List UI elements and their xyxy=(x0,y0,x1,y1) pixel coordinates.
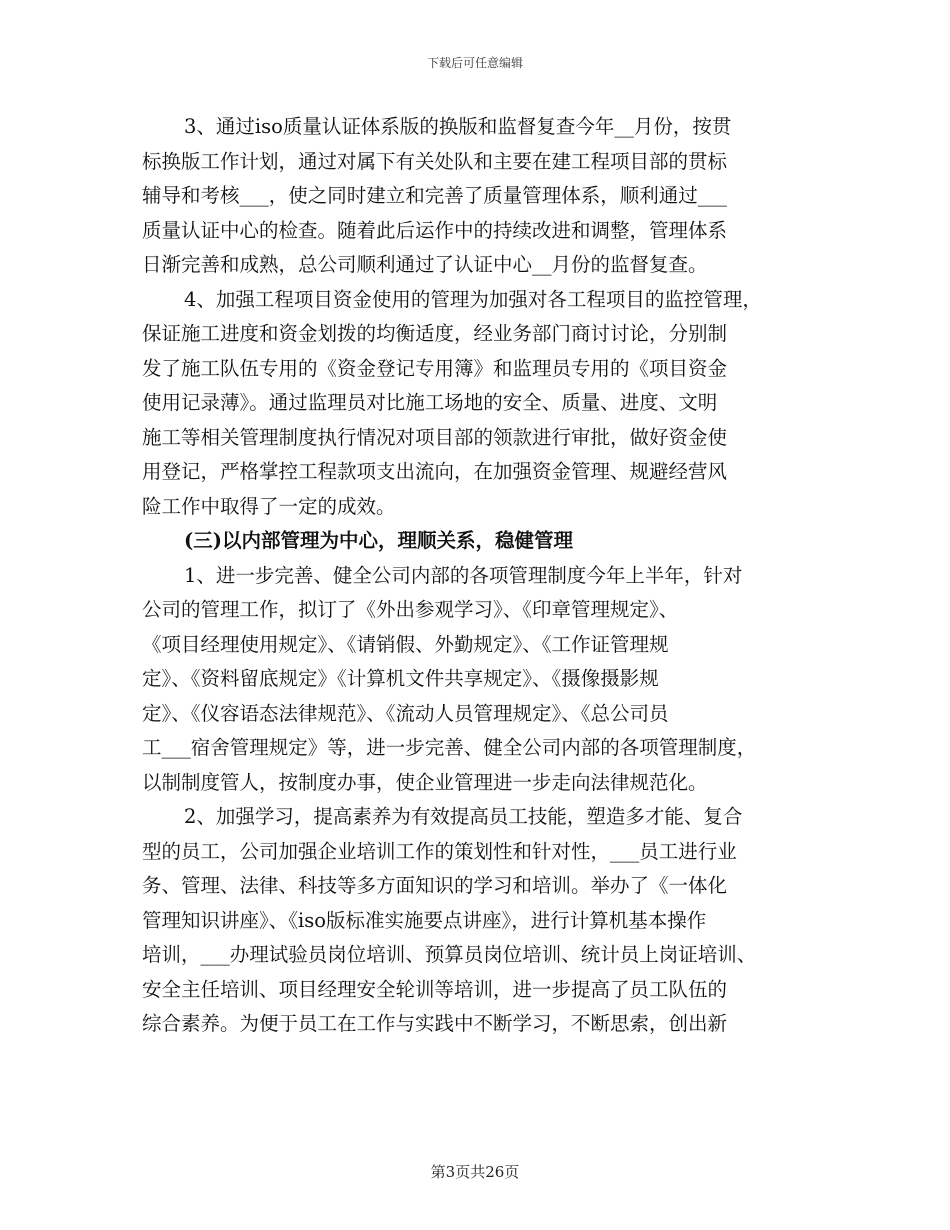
text-line: 综合素养。为便于员工在工作与实践中不断学习，不断思索，创出新 xyxy=(142,1012,728,1035)
text-line: 标换版工作计划，通过对属下有关处队和主要在建工程项目部的贯标 xyxy=(142,149,728,173)
text-line: 培训，___办理试验员岗位培训、预算员岗位培训、统计员上岗证培训、 xyxy=(142,943,757,966)
text-line: 安全主任培训、项目经理安全轮训等培训，进一步提高了员工队伍的 xyxy=(142,977,728,1001)
section-heading: (三)以内部管理为中心，理顺关系，稳健管理 xyxy=(184,529,573,552)
text-line: 辅导和考核___，使之同时建立和完善了质量管理体系，顺利通过___ xyxy=(142,184,728,207)
text-line: 质量认证中心的检查。随着此后运作中的持续改进和调整，管理体系 xyxy=(142,218,728,242)
text-line: 保证施工进度和资金划拨的均衡适度，经业务部门商讨讨论，分别制 xyxy=(142,322,728,345)
text-line: 工___宿舍管理规定》等，进一步完善、健全公司内部的各项管理制度， xyxy=(142,736,757,759)
text-line: 管理知识讲座》、《iso版标准实施要点讲座》，进行计算机基本操作 xyxy=(142,908,707,932)
text-line: 以制制度管人，按制度办事，使企业管理进一步走向法律规范化。 xyxy=(142,770,708,794)
text-line: 公司的管理工作，拟订了《外出参观学习》、《印章管理规定》、 xyxy=(142,598,679,621)
text-line: 险工作中取得了一定的成效。 xyxy=(142,494,396,518)
text-line: 《项目经理使用规定》、《请销假、外勤规定》、《工作证管理规 xyxy=(142,632,669,656)
text-line: 定》、《仪容语态法律规范》、《流动人员管理规定》、《总公司员 xyxy=(142,701,669,725)
text-line: 定》、《资料留底规定》《计算机文件共享规定》、《摄像摄影规 xyxy=(142,667,659,690)
text-line: 日渐完善和成熟，总公司顺利通过了认证中心__月份的监督复查。 xyxy=(142,253,708,276)
text-line: 型的员工，公司加强企业培训工作的策划性和针对性，___员工进行业 xyxy=(142,839,737,863)
text-line: 用登记，严格掌控工程款项支出流向，在加强资金管理、规避经营风 xyxy=(142,460,728,483)
text-line: 使用记录薄》。通过监理员对比施工场地的安全、质量、进度、文明 xyxy=(142,391,718,414)
document-body xyxy=(142,110,814,1042)
text-line: 施工等相关管理制度执行情况对项目部的领款进行审批，做好资金使 xyxy=(142,425,728,449)
text-line: 3、通过iso质量认证体系版的换版和监督复查今年__月份，按贯 xyxy=(184,115,732,138)
text-line: 1、进一步完善、健全公司内部的各项管理制度今年上半年，针对 xyxy=(184,563,743,587)
text-line: 发了施工队伍专用的《资金登记专用簿》和监理员专用的《项目资金 xyxy=(142,356,728,380)
text-line: 4、加强工程项目资金使用的管理为加强对各工程项目的监控管理， xyxy=(184,287,762,311)
text-line: 2、加强学习，提高素养为有效提高员工技能，塑造多才能、复合 xyxy=(184,805,743,828)
text-line: 务、管理、法律、科技等多方面知识的学习和培训。举办了《一体化 xyxy=(142,874,728,897)
page-number: 第3页共26页 xyxy=(430,1163,520,1181)
page-header: 下载后可任意编辑 xyxy=(426,56,523,70)
